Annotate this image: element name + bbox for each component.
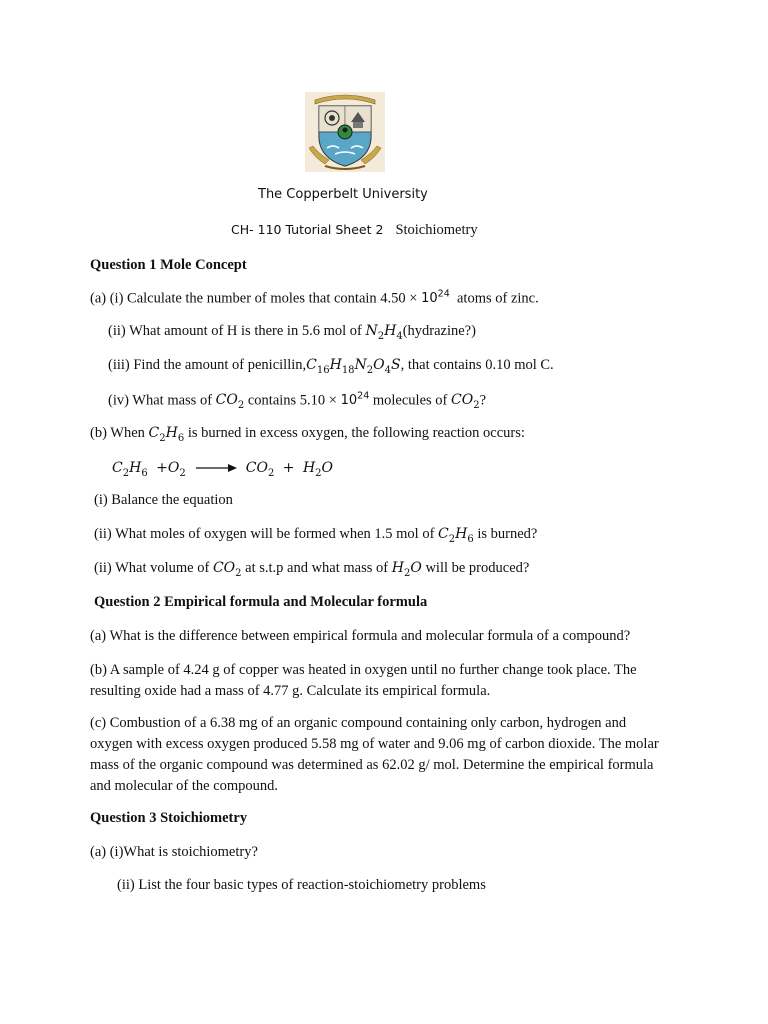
q1-a-ii	[108, 323, 476, 342]
q1-b-iii-end: will be produced?	[425, 560, 530, 576]
q1-a-iii-text: (iii) Find the amount of penicillin,	[108, 357, 307, 373]
formula-co2: $CO_2$	[451, 392, 480, 412]
sheet-title	[231, 221, 478, 239]
q1-b-iii-mid: at s.t.p and what mass of	[245, 560, 389, 576]
q1-b-text: (b) When	[90, 425, 145, 441]
formula-co2: $CO_2$	[245, 460, 275, 479]
q2-b: (b) A sample of 4.24 g of copper was heated in oxygen until no further change took place. The resulting oxide had a mass of 4.77 g. Calculate its empirical formula.	[90, 662, 637, 699]
q1-a-iv-text: (iv) What mass of	[108, 392, 213, 409]
q1-a-iv	[108, 391, 486, 411]
formula-o2: $O_2$	[167, 460, 186, 479]
formula-co2: $CO_2$	[212, 560, 242, 579]
q2-c: (c) Combustion of a 6.38 mg of an organic compound containing only carbon, hydrogen and oxygen with excess oxygen produced 5.58 mg of water and 9.06 mg of carbon dioxide. The molar mass of the organic compound was determined as 62.02 g/ mol. Determine the empirical formula and molecular of the compound.	[90, 715, 659, 794]
q1-b-end: is burned in excess oxygen, the following reaction occurs:	[187, 425, 525, 441]
q2-a: (a) What is the difference between empirical formula and molecular formula of a compound?	[90, 628, 631, 644]
q3-title: Question 3 Stoichiometry	[90, 810, 248, 826]
reaction-arrow-icon	[194, 462, 238, 474]
formula-h2o: $H_2O$	[302, 460, 334, 479]
q1-a-i-text: (a) (i) Calculate the number of moles that contain 4.50 ×	[90, 290, 418, 307]
q2-title: Question 2 Empirical formula and Molecular formula	[94, 594, 428, 610]
q1-a-ii-text: (ii) What amount of H is there in 5.6 mol of	[108, 323, 362, 339]
q1-b-iii	[94, 560, 529, 579]
formula-h2o: $H_2O$	[391, 560, 422, 579]
q1-a-i	[90, 289, 539, 307]
formula-c2h6: $C_2H_6$	[148, 425, 185, 444]
q3-a-i: (a) (i)What is stoichiometry?	[90, 844, 258, 860]
q1-a-iii	[108, 357, 554, 376]
q1-b-ii-end: is burned?	[477, 526, 538, 542]
formula-n2h4: $N_2H_4$	[365, 323, 403, 342]
q1-a-iv-end: ?	[479, 392, 487, 409]
q1-a-iv-mid: contains 5.10 ×	[247, 392, 337, 409]
q1-b-i: (i) Balance the equation	[94, 492, 233, 508]
q1-b-ii	[94, 526, 537, 545]
q3-a-ii: (ii) List the four basic types of reaction-stoichiometry problems	[117, 877, 486, 893]
q1-b-ii-text: (ii) What moles of oxygen will be formed when 1.5 mol of	[94, 526, 435, 542]
q1-a-ii-end: (hydrazine?)	[402, 323, 476, 339]
q1-b	[90, 425, 525, 444]
course-code: CH- 110 Tutorial Sheet 2	[231, 222, 384, 237]
reaction-equation: $C_2H_6 +O_2$ $CO_2 + H_2O$	[112, 460, 334, 479]
topic: Stoichiometry	[395, 222, 478, 238]
formula-c2h6: $C_2H_6$	[112, 460, 148, 479]
q1-a-iv-mid2: molecules of	[372, 392, 448, 409]
q1-title: Question 1 Mole Concept	[90, 257, 247, 273]
formula-penicillin: $C_{16}H_{18}N_2O_4S$	[306, 357, 401, 376]
formula-co2: $CO_2$	[215, 392, 245, 412]
q1-a-iii-end: , that contains 0.10 mol C.	[400, 357, 554, 373]
q1-b-iii-text: (ii) What volume of	[94, 560, 210, 576]
q1-a-i-end: atoms of zinc.	[457, 290, 539, 307]
university-logo	[305, 92, 385, 172]
power-of-ten: $10^{24}$	[421, 289, 450, 307]
formula-c2h6: $C_2H_6$	[438, 526, 474, 545]
university-name: The Copperbelt University	[258, 187, 428, 202]
power-of-ten: $10^{24}$	[340, 391, 370, 409]
